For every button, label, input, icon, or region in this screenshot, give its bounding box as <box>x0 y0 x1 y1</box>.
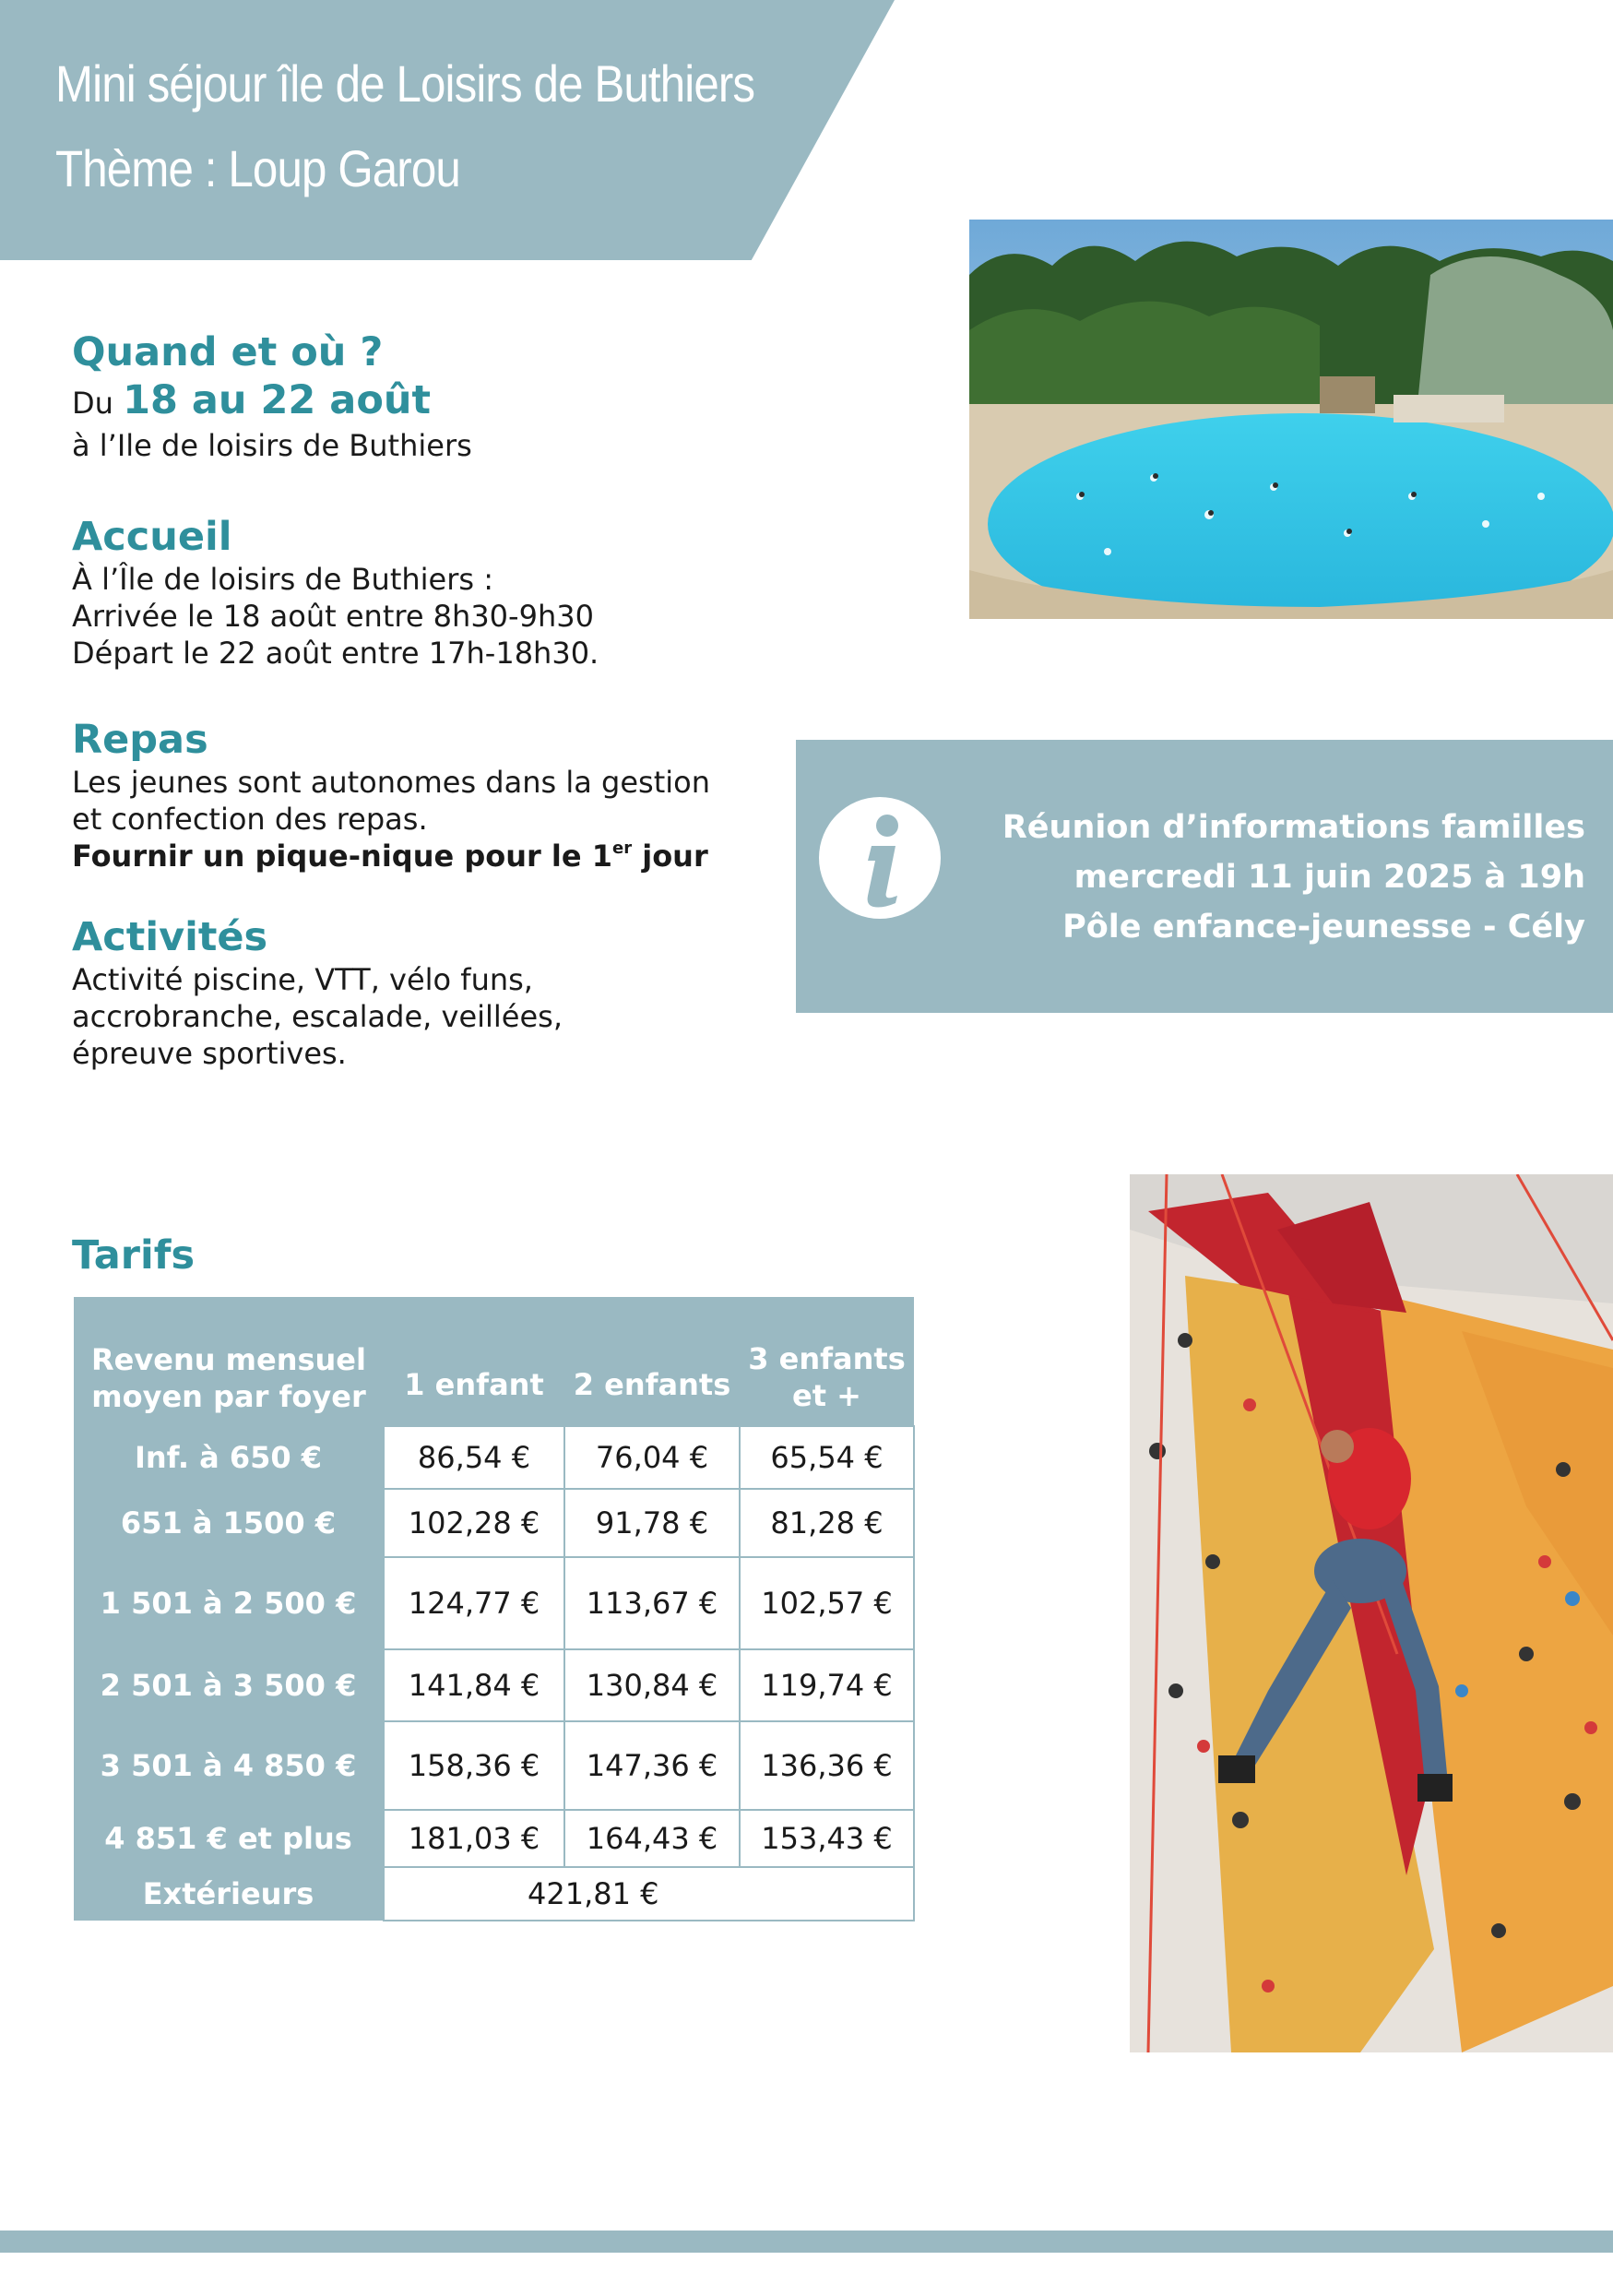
info-icon <box>818 796 942 920</box>
cell-value: 141,84 € <box>384 1649 564 1721</box>
table-row <box>74 1426 914 1489</box>
accueil-title: Accueil <box>72 514 232 560</box>
header-2-children: 2 enfants <box>564 1297 740 1426</box>
repas-picnic-end: jour <box>632 839 708 874</box>
banner-theme: Thème : Loup Garou <box>55 139 460 197</box>
table-row <box>74 1557 914 1649</box>
cell-value: 153,43 € <box>740 1810 914 1867</box>
row-label: 2 501 à 3 500 € <box>74 1649 384 1721</box>
accueil-line: Arrivée le 18 août entre 8h30-9h30 <box>72 599 594 634</box>
activites-line: accrobranche, escalade, veillées, <box>72 999 563 1034</box>
row-label: 3 501 à 4 850 € <box>74 1721 384 1810</box>
when-place: à l’Ile de loisirs de Buthiers <box>72 428 472 463</box>
repas-picnic-note <box>72 838 710 874</box>
accueil-line: À l’Île de loisirs de Buthiers : <box>72 562 493 597</box>
table-row <box>74 1721 914 1810</box>
row-label: Extérieurs <box>74 1867 384 1921</box>
info-text <box>1002 803 1585 952</box>
repas-line: et confection des repas. <box>72 802 428 837</box>
pool-photo <box>969 220 1613 619</box>
cell-value: 86,54 € <box>384 1426 564 1489</box>
accueil-section <box>72 513 599 672</box>
activites-line: épreuve sportives. <box>72 1036 347 1071</box>
climbing-photo <box>1130 1174 1613 2052</box>
cell-value: 421,81 € <box>384 1867 914 1921</box>
row-label: 1 501 à 2 500 € <box>74 1557 384 1649</box>
when-dates: 18 au 22 août <box>123 377 432 423</box>
repas-line: Les jeunes sont autonomes dans la gestion <box>72 765 710 800</box>
when-section <box>72 328 472 464</box>
table-row <box>74 1810 914 1867</box>
cell-value: 113,67 € <box>564 1557 740 1649</box>
repas-picnic-sup: er <box>611 839 633 858</box>
activites-title: Activités <box>72 914 268 960</box>
cell-value: 136,36 € <box>740 1721 914 1810</box>
table-header-row <box>74 1297 914 1426</box>
repas-picnic-text: Fournir un pique-nique pour le 1 <box>72 839 612 874</box>
title-banner <box>0 0 895 260</box>
table-row <box>74 1489 914 1557</box>
repas-title: Repas <box>72 717 208 763</box>
info-line: Réunion d’informations familles <box>1002 809 1585 846</box>
when-prefix: Du <box>72 386 113 421</box>
when-dates-line <box>72 376 472 427</box>
row-label: 4 851 € et plus <box>74 1810 384 1867</box>
header-1-child: 1 enfant <box>384 1297 564 1426</box>
when-title: Quand et où ? <box>72 329 384 375</box>
cell-value: 181,03 € <box>384 1810 564 1867</box>
table-row <box>74 1649 914 1721</box>
cell-value: 76,04 € <box>564 1426 740 1489</box>
cell-value: 65,54 € <box>740 1426 914 1489</box>
info-line: mercredi 11 juin 2025 à 19h <box>1073 859 1585 896</box>
cell-value: 130,84 € <box>564 1649 740 1721</box>
cell-value: 158,36 € <box>384 1721 564 1810</box>
repas-section <box>72 716 710 874</box>
info-line: Pôle enfance-jeunesse - Cély <box>1062 909 1585 946</box>
banner-title: Mini séjour île de Loisirs de Buthiers <box>55 54 755 113</box>
cell-value: 102,28 € <box>384 1489 564 1557</box>
cell-value: 164,43 € <box>564 1810 740 1867</box>
cell-value: 119,74 € <box>740 1649 914 1721</box>
info-meeting-box <box>796 740 1613 1013</box>
header-income: Revenu mensuel moyen par foyer <box>74 1297 384 1426</box>
cell-value: 91,78 € <box>564 1489 740 1557</box>
tarifs-title: Tarifs <box>72 1232 196 1279</box>
cell-value: 124,77 € <box>384 1557 564 1649</box>
activites-section <box>72 913 563 1072</box>
activites-line: Activité piscine, VTT, vélo funs, <box>72 962 533 997</box>
header-3-children: 3 enfants et + <box>740 1297 914 1426</box>
tarifs-table <box>74 1297 915 1921</box>
footer-bar <box>0 2231 1613 2253</box>
table-row-exterieurs <box>74 1867 914 1921</box>
row-label: 651 à 1500 € <box>74 1489 384 1557</box>
cell-value: 81,28 € <box>740 1489 914 1557</box>
cell-value: 102,57 € <box>740 1557 914 1649</box>
accueil-line: Départ le 22 août entre 17h-18h30. <box>72 636 599 671</box>
cell-value: 147,36 € <box>564 1721 740 1810</box>
row-label: Inf. à 650 € <box>74 1426 384 1489</box>
